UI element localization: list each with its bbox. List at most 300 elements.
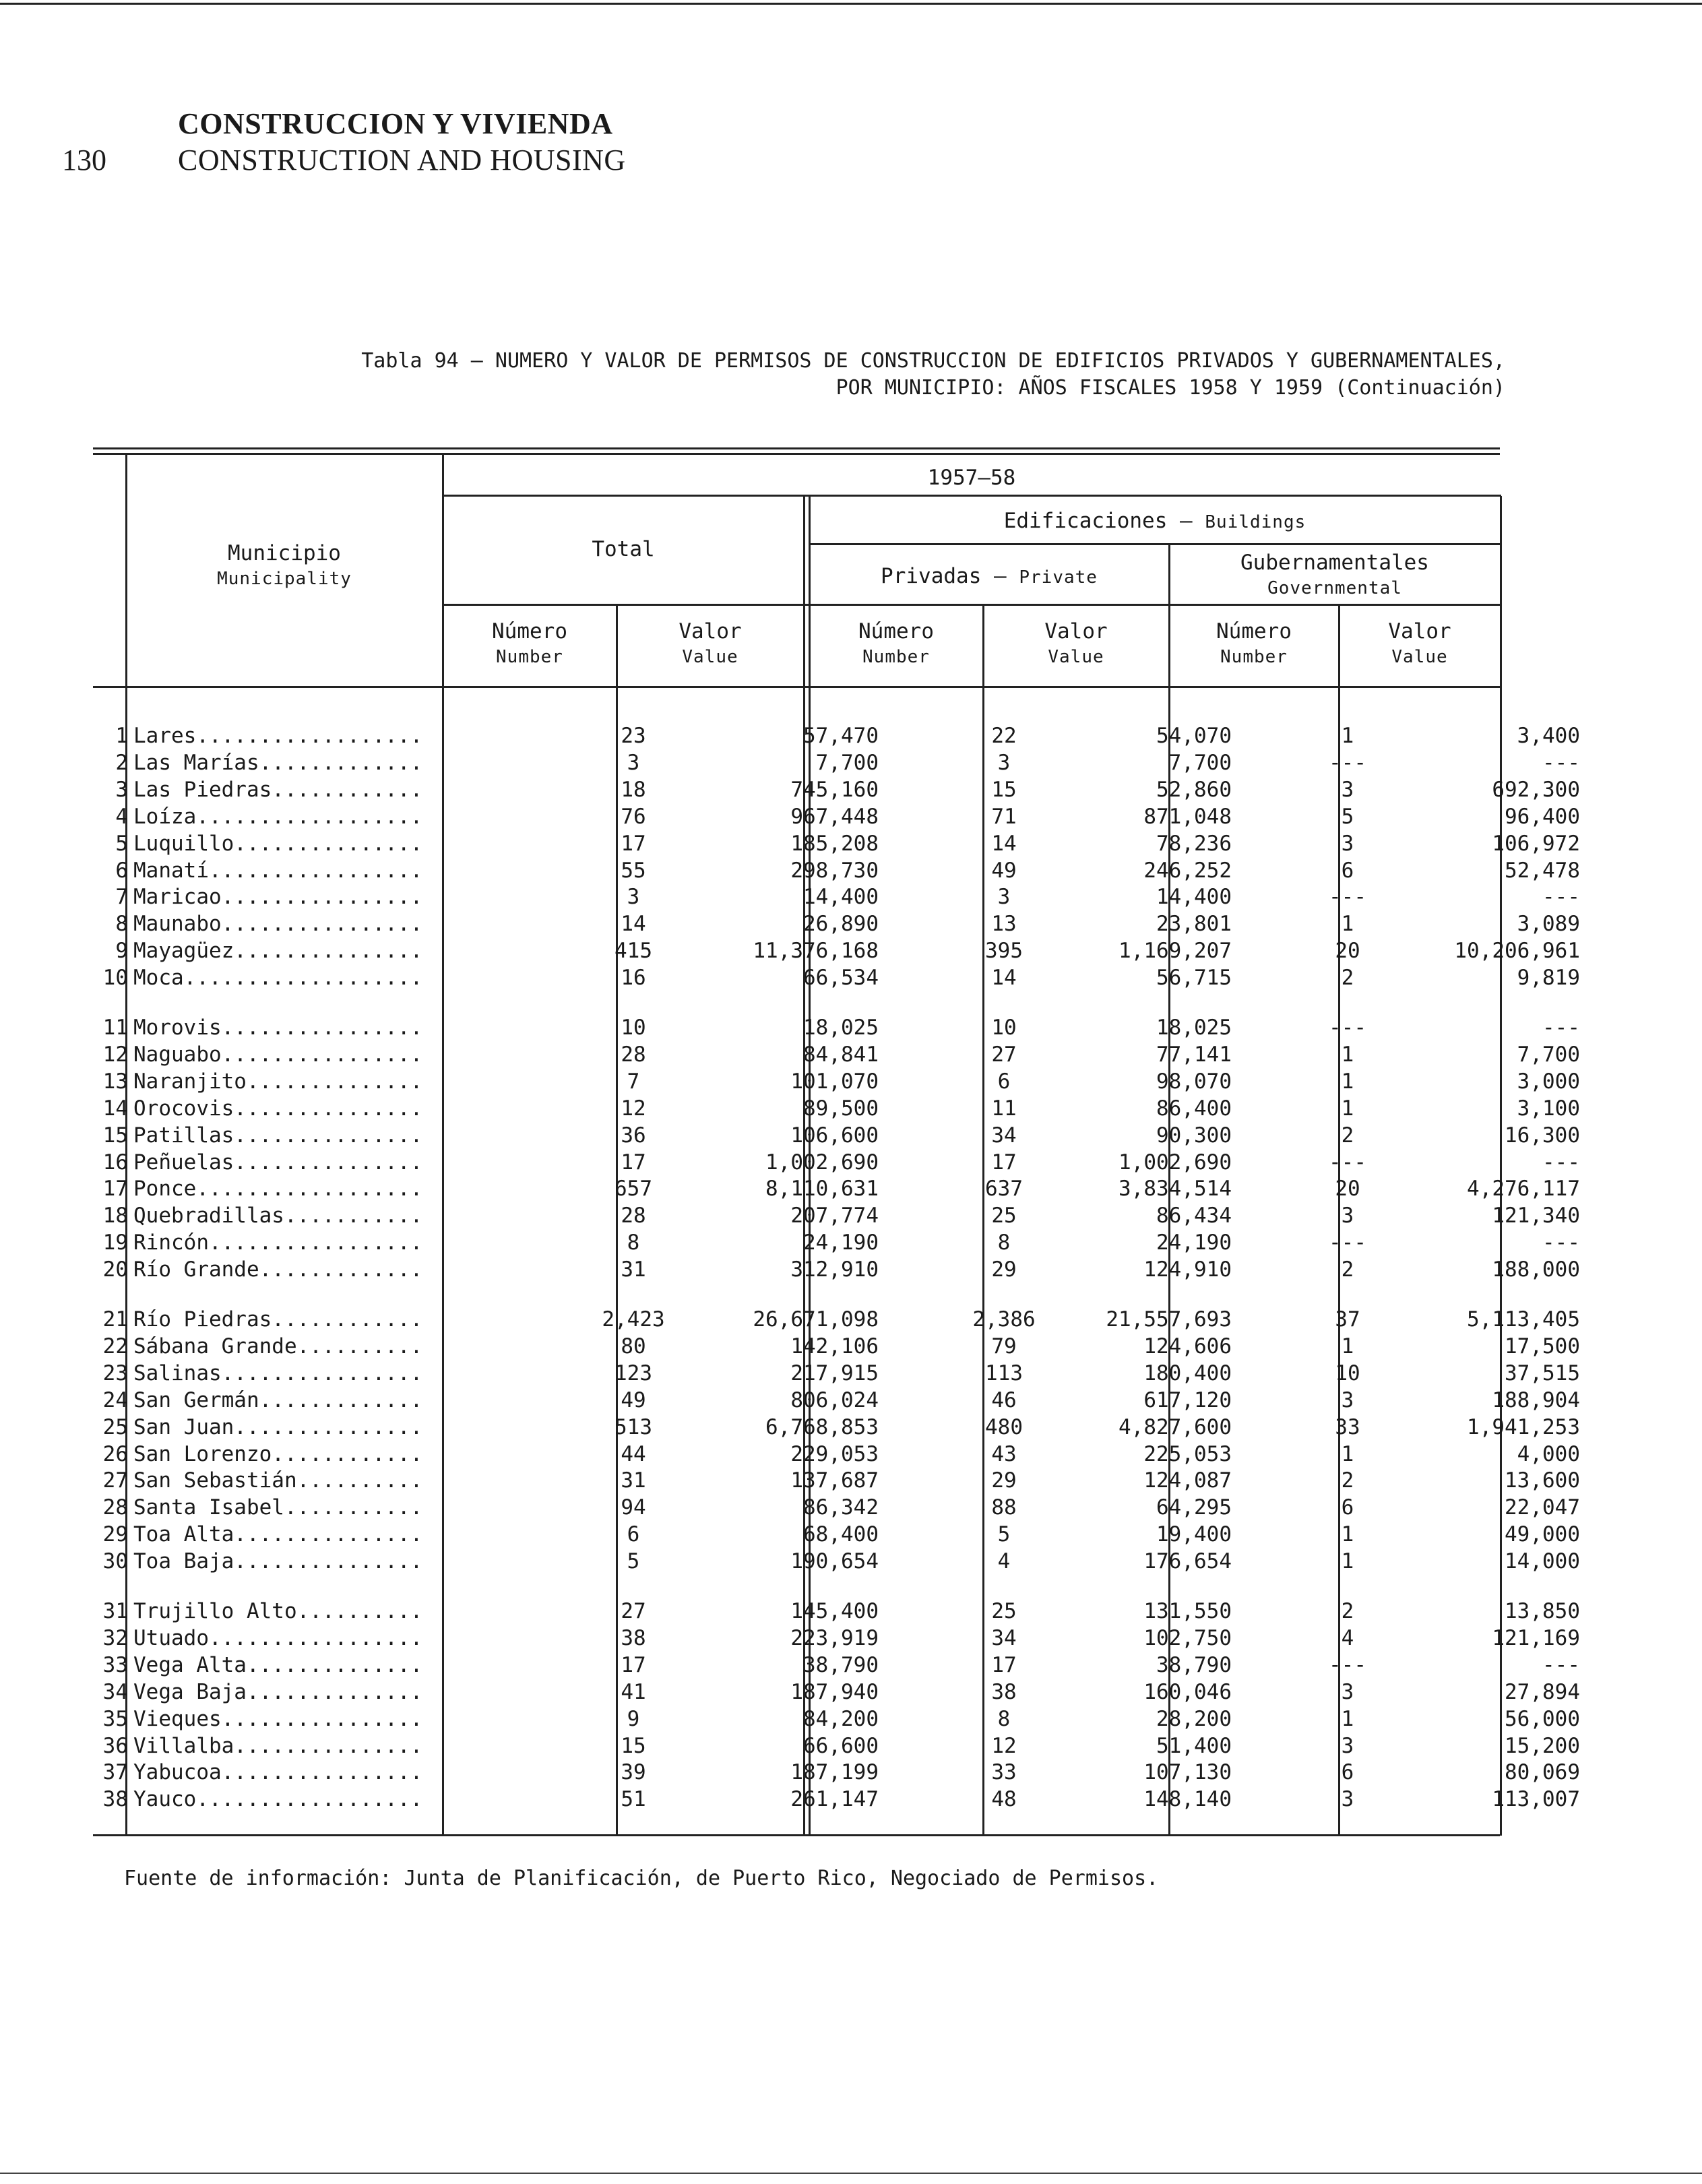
municipio-name: Mayagüez............... <box>133 939 423 964</box>
total-number: 31 <box>621 1257 646 1282</box>
total-value: 84,841 <box>803 1042 879 1067</box>
gov-number: 33 <box>1335 1414 1360 1439</box>
total-number: 9 <box>627 1706 640 1731</box>
header-gubernamentales <box>1171 550 1499 601</box>
gov-value: 22,047 <box>1505 1495 1580 1520</box>
private-value: 38,790 <box>1156 1652 1232 1677</box>
private-number: 4 <box>997 1549 1011 1574</box>
total-number: 55 <box>621 858 646 883</box>
row-index: 16 <box>102 1150 128 1175</box>
private-number: 49 <box>991 858 1017 883</box>
private-number: 15 <box>991 777 1017 802</box>
private-value: 86,434 <box>1156 1204 1232 1228</box>
total-value: 68,400 <box>803 1522 879 1547</box>
row-index: 25 <box>102 1414 128 1439</box>
municipio-name: Naguabo................ <box>133 1042 423 1067</box>
row-index: 12 <box>102 1042 128 1067</box>
table-row <box>94 1306 1580 1333</box>
row-index: 21 <box>102 1307 128 1332</box>
private-value: 51,400 <box>1156 1733 1232 1758</box>
table-row <box>94 1202 1580 1229</box>
gov-number: 10 <box>1335 1361 1360 1385</box>
gov-value: --- <box>1542 1016 1580 1040</box>
gov-value: 188,000 <box>1492 1257 1580 1282</box>
header-gub-es: Gubernamentales <box>1240 551 1429 575</box>
table-row <box>94 1068 1580 1095</box>
total-value: 142,106 <box>790 1334 879 1359</box>
gov-number: 2 <box>1341 1123 1354 1148</box>
table-row <box>94 910 1580 937</box>
total-value: 6,768,853 <box>765 1414 879 1439</box>
table-row <box>94 1441 1580 1468</box>
table-row <box>94 1014 1580 1041</box>
total-value: 57,470 <box>803 724 879 748</box>
header-valor-es: Valor <box>679 619 742 644</box>
total-value: 7,700 <box>815 750 879 775</box>
table-row <box>94 803 1580 830</box>
table-row <box>94 1175 1580 1202</box>
header-bottom-rule <box>93 686 1500 688</box>
header-valor-en: Value <box>1048 647 1104 667</box>
municipio-name: Maricao................ <box>133 885 423 910</box>
gov-value: 15,200 <box>1505 1733 1580 1758</box>
private-number: 25 <box>991 1204 1017 1228</box>
municipio-name: Villalba............... <box>133 1733 423 1758</box>
table-row <box>94 1333 1580 1360</box>
total-number: 27 <box>621 1599 646 1623</box>
total-value: 24,190 <box>803 1230 879 1255</box>
municipio-name: Patillas............... <box>133 1123 423 1148</box>
total-number: 2,423 <box>602 1307 665 1332</box>
private-number: 25 <box>991 1599 1017 1623</box>
gov-number: 1 <box>1341 1706 1354 1731</box>
row-index: 29 <box>102 1522 128 1547</box>
total-number: 14 <box>621 912 646 937</box>
total-value: 298,730 <box>790 858 879 883</box>
table-row <box>94 830 1580 857</box>
table-row <box>94 1706 1580 1733</box>
gov-value: 27,894 <box>1505 1679 1580 1704</box>
private-value: 180,400 <box>1143 1361 1232 1385</box>
header-numero-en: Number <box>862 647 930 667</box>
municipio-name: Sábana Grande.......... <box>133 1334 423 1359</box>
private-value: 246,252 <box>1143 858 1232 883</box>
gov-value: --- <box>1542 1230 1580 1255</box>
total-number: 6 <box>627 1522 640 1547</box>
row-index: 14 <box>102 1096 128 1121</box>
private-number: 2,386 <box>972 1307 1036 1332</box>
header-privadas: Privadas – Private <box>881 564 1098 588</box>
gov-value: 10,206,961 <box>1454 939 1580 964</box>
gov-number: 1 <box>1341 1441 1354 1466</box>
private-number: 34 <box>991 1123 1017 1148</box>
total-number: 49 <box>621 1387 646 1412</box>
header-valor-es: Valor <box>1388 619 1451 644</box>
total-number: 10 <box>621 1016 646 1040</box>
private-value: 21,557,693 <box>1106 1307 1232 1332</box>
table-row <box>94 1041 1580 1068</box>
gov-value: 80,069 <box>1505 1760 1580 1785</box>
gov-value: 16,300 <box>1505 1123 1580 1148</box>
gov-number: 3 <box>1341 1387 1354 1412</box>
total-number: 7 <box>627 1069 640 1094</box>
private-value: 28,200 <box>1156 1706 1232 1731</box>
municipio-name: Ponce.................. <box>133 1177 423 1202</box>
municipio-name: Toa Alta............... <box>133 1522 423 1547</box>
total-value: 66,600 <box>803 1733 879 1758</box>
gov-value: 121,340 <box>1492 1204 1580 1228</box>
header-privadas-en: Private <box>1019 567 1098 588</box>
private-value: 225,053 <box>1143 1441 1232 1466</box>
row-index: 23 <box>102 1361 128 1385</box>
total-number: 8 <box>627 1230 640 1255</box>
gov-number: 2 <box>1341 1257 1354 1282</box>
gov-number: 1 <box>1341 1042 1354 1067</box>
subheader-bottom-rule <box>442 604 1501 606</box>
row-index: 10 <box>102 966 128 991</box>
total-value: 217,915 <box>790 1361 879 1385</box>
table-row <box>94 1095 1580 1122</box>
header-gub-numero <box>1171 619 1337 670</box>
private-number: 480 <box>985 1414 1023 1439</box>
private-number: 27 <box>991 1042 1017 1067</box>
municipio-name: San Germán............. <box>133 1387 423 1412</box>
gov-number: --- <box>1329 885 1366 910</box>
private-value: 107,130 <box>1143 1760 1232 1785</box>
gov-value: 4,276,117 <box>1467 1177 1580 1202</box>
table-top-rule-2 <box>93 453 1500 455</box>
total-number: 36 <box>621 1123 646 1148</box>
gov-number: 1 <box>1341 1522 1354 1547</box>
total-number: 15 <box>621 1733 646 1758</box>
private-number: 33 <box>991 1760 1017 1785</box>
total-value: 26,890 <box>803 912 879 937</box>
total-value: 806,024 <box>790 1387 879 1412</box>
private-number: 88 <box>991 1495 1017 1520</box>
total-value: 745,160 <box>790 777 879 802</box>
table-row <box>94 857 1580 884</box>
page-number: 130 <box>62 144 106 177</box>
total-value: 187,940 <box>790 1679 879 1704</box>
total-number: 44 <box>621 1441 646 1466</box>
header-valor-es: Valor <box>1044 619 1108 644</box>
row-index: 20 <box>102 1257 128 1282</box>
municipio-name: San Lorenzo............ <box>133 1441 423 1466</box>
gov-value: 3,400 <box>1517 724 1580 748</box>
gov-value: 5,113,405 <box>1467 1307 1580 1332</box>
header-numero-es: Número <box>1216 619 1292 644</box>
private-value: 19,400 <box>1156 1522 1232 1547</box>
total-number: 17 <box>621 831 646 856</box>
private-number: 48 <box>991 1787 1017 1812</box>
table-row <box>94 1598 1580 1625</box>
gov-value: 3,000 <box>1517 1069 1580 1094</box>
table-row <box>94 1387 1580 1414</box>
gov-value: 56,000 <box>1505 1706 1580 1731</box>
header-year: 1957–58 <box>927 466 1016 490</box>
total-value: 14,400 <box>803 885 879 910</box>
municipio-name: Moca................... <box>133 966 423 991</box>
row-index: 15 <box>102 1123 128 1148</box>
total-number: 39 <box>621 1760 646 1785</box>
gov-number: 2 <box>1341 1468 1354 1493</box>
header-numero-es: Número <box>858 619 934 644</box>
private-number: 46 <box>991 1387 1017 1412</box>
header-municipio <box>128 540 441 592</box>
row-index: 35 <box>102 1706 128 1731</box>
private-value: 23,801 <box>1156 912 1232 937</box>
row-index: 1 <box>115 724 128 748</box>
municipio-name: Manatí................. <box>133 858 423 883</box>
gov-number: 1 <box>1341 1549 1354 1574</box>
gov-value: 692,300 <box>1492 777 1580 802</box>
gov-value: 3,100 <box>1517 1096 1580 1121</box>
gov-value: 14,000 <box>1505 1549 1580 1574</box>
private-number: 14 <box>991 831 1017 856</box>
total-number: 513 <box>614 1414 652 1439</box>
total-number: 51 <box>621 1787 646 1812</box>
private-number: 395 <box>985 939 1023 964</box>
total-value: 223,919 <box>790 1625 879 1650</box>
table-row <box>94 1679 1580 1706</box>
row-index: 31 <box>102 1599 128 1623</box>
total-number: 17 <box>621 1652 646 1677</box>
total-number: 17 <box>621 1150 646 1175</box>
private-value: 78,236 <box>1156 831 1232 856</box>
table-top-rule <box>93 447 1500 449</box>
total-number: 80 <box>621 1334 646 1359</box>
table-title-line2: POR MUNICIPIO: AÑOS FISCALES 1958 Y 1959 (Continuación) <box>836 376 1505 400</box>
row-index: 24 <box>102 1387 128 1412</box>
municipio-name: Yauco.................. <box>133 1787 423 1812</box>
total-value: 11,376,168 <box>753 939 879 964</box>
row-index: 33 <box>102 1652 128 1677</box>
header-gub-valor <box>1341 619 1499 670</box>
private-value: 124,087 <box>1143 1468 1232 1493</box>
total-number: 3 <box>627 750 640 775</box>
header-valor-en: Value <box>682 647 738 667</box>
private-value: 148,140 <box>1143 1787 1232 1812</box>
private-value: 871,048 <box>1143 804 1232 829</box>
private-number: 12 <box>991 1733 1017 1758</box>
gov-value: --- <box>1542 750 1580 775</box>
gov-value: 113,007 <box>1492 1787 1580 1812</box>
total-value: 187,199 <box>790 1760 879 1785</box>
row-index: 17 <box>102 1177 128 1202</box>
table-bottom-rule <box>93 1834 1500 1836</box>
row-index: 2 <box>115 750 128 775</box>
header-total-numero <box>445 619 614 670</box>
total-value: 8,110,631 <box>765 1177 879 1202</box>
row-index: 4 <box>115 804 128 829</box>
private-value: 1,169,207 <box>1118 939 1232 964</box>
private-number: 3 <box>997 885 1011 910</box>
private-value: 176,654 <box>1143 1549 1232 1574</box>
private-value: 77,141 <box>1156 1042 1232 1067</box>
source-note: Fuente de información: Junta de Planificación, de Puerto Rico, Negociado de Permisos. <box>124 1867 1159 1890</box>
total-value: 106,600 <box>790 1123 879 1148</box>
municipio-name: Morovis................ <box>133 1016 423 1040</box>
table-row <box>94 1494 1580 1521</box>
edif-bottom-rule <box>809 543 1501 545</box>
table-row <box>94 1652 1580 1679</box>
private-value: 90,300 <box>1156 1123 1232 1148</box>
total-number: 5 <box>627 1549 640 1574</box>
private-number: 79 <box>991 1334 1017 1359</box>
total-value: 261,147 <box>790 1787 879 1812</box>
table-row <box>94 1521 1580 1548</box>
private-value: 18,025 <box>1156 1016 1232 1040</box>
municipio-name: Vega Alta.............. <box>133 1652 423 1677</box>
gov-number: 1 <box>1341 1334 1354 1359</box>
municipio-name: Peñuelas............... <box>133 1150 423 1175</box>
table-row <box>94 964 1580 991</box>
private-value: 102,750 <box>1143 1625 1232 1650</box>
gov-number: 4 <box>1341 1625 1354 1650</box>
private-value: 131,550 <box>1143 1599 1232 1623</box>
private-value: 1,002,690 <box>1118 1150 1232 1175</box>
private-number: 22 <box>991 724 1017 748</box>
row-index: 6 <box>115 858 128 883</box>
private-value: 14,400 <box>1156 885 1232 910</box>
header-gub-en: Governmental <box>1267 578 1402 598</box>
private-number: 5 <box>997 1522 1011 1547</box>
private-value: 52,860 <box>1156 777 1232 802</box>
private-number: 3 <box>997 750 1011 775</box>
private-value: 64,295 <box>1156 1495 1232 1520</box>
gov-number: 2 <box>1341 966 1354 991</box>
total-number: 23 <box>621 724 646 748</box>
header-municipio-es: Municipio <box>228 541 341 565</box>
row-index: 5 <box>115 831 128 856</box>
gov-number: --- <box>1329 1652 1366 1677</box>
total-value: 101,070 <box>790 1069 879 1094</box>
header-valor-en: Value <box>1391 647 1448 667</box>
gov-number: 6 <box>1341 1760 1354 1785</box>
private-value: 86,400 <box>1156 1096 1232 1121</box>
private-number: 8 <box>997 1706 1011 1731</box>
gov-value: 52,478 <box>1505 858 1580 883</box>
private-value: 4,827,600 <box>1118 1414 1232 1439</box>
header-numero-es: Número <box>492 619 567 644</box>
gov-value: 188,904 <box>1492 1387 1580 1412</box>
private-value: 98,070 <box>1156 1069 1232 1094</box>
municipio-name: Trujillo Alto.......... <box>133 1599 423 1623</box>
municipio-name: Loíza.................. <box>133 804 423 829</box>
row-index: 22 <box>102 1334 128 1359</box>
gov-number: 5 <box>1341 804 1354 829</box>
gov-value: 7,700 <box>1517 1042 1580 1067</box>
header-numero-en: Number <box>496 647 563 667</box>
gov-value: 106,972 <box>1492 831 1580 856</box>
row-index: 38 <box>102 1787 128 1812</box>
total-number: 16 <box>621 966 646 991</box>
header-edificaciones: Edificaciones – Buildings <box>1003 509 1306 533</box>
municipio-name: Santa Isabel........... <box>133 1495 423 1520</box>
private-number: 13 <box>991 912 1017 937</box>
municipio-name: San Juan............... <box>133 1414 423 1439</box>
gov-number: --- <box>1329 750 1366 775</box>
table-row <box>94 749 1580 776</box>
total-number: 123 <box>614 1361 652 1385</box>
row-index: 19 <box>102 1230 128 1255</box>
municipio-name: Yabucoa................ <box>133 1760 423 1785</box>
municipio-name: Río Piedras............ <box>133 1307 423 1332</box>
total-value: 229,053 <box>790 1441 879 1466</box>
private-number: 29 <box>991 1468 1017 1493</box>
private-number: 113 <box>985 1361 1023 1385</box>
total-number: 28 <box>621 1204 646 1228</box>
gov-value: 3,089 <box>1517 912 1580 937</box>
total-number: 76 <box>621 804 646 829</box>
gov-value: 49,000 <box>1505 1522 1580 1547</box>
total-number: 28 <box>621 1042 646 1067</box>
row-index: 18 <box>102 1204 128 1228</box>
gov-number: 3 <box>1341 1787 1354 1812</box>
private-number: 38 <box>991 1679 1017 1704</box>
table-row <box>94 1625 1580 1652</box>
row-index: 28 <box>102 1495 128 1520</box>
row-index: 34 <box>102 1679 128 1704</box>
private-number: 637 <box>985 1177 1023 1202</box>
total-value: 84,200 <box>803 1706 879 1731</box>
total-number: 38 <box>621 1625 646 1650</box>
gov-value: 13,850 <box>1505 1599 1580 1623</box>
gov-number: --- <box>1329 1150 1366 1175</box>
municipio-name: Las Marías............. <box>133 750 423 775</box>
gov-number: 20 <box>1335 939 1360 964</box>
total-value: 18,025 <box>803 1016 879 1040</box>
municipio-name: San Sebastián.......... <box>133 1468 423 1493</box>
gov-number: 1 <box>1341 912 1354 937</box>
gov-value: 4,000 <box>1517 1441 1580 1466</box>
gov-number: 3 <box>1341 777 1354 802</box>
private-value: 124,606 <box>1143 1334 1232 1359</box>
table-row <box>94 1733 1580 1759</box>
row-index: 26 <box>102 1441 128 1466</box>
header-municipio-en: Municipality <box>217 569 352 589</box>
total-value: 89,500 <box>803 1096 879 1121</box>
total-number: 94 <box>621 1495 646 1520</box>
gov-value: 37,515 <box>1505 1361 1580 1385</box>
table-row <box>94 1149 1580 1176</box>
gov-number: 3 <box>1341 1679 1354 1704</box>
municipio-name: Orocovis............... <box>133 1096 423 1121</box>
private-number: 10 <box>991 1016 1017 1040</box>
private-value: 56,715 <box>1156 966 1232 991</box>
section-title-en: CONSTRUCTION AND HOUSING <box>178 144 626 177</box>
municipio-name: Vega Baja.............. <box>133 1679 423 1704</box>
year-bottom-rule <box>442 495 1501 497</box>
table-row <box>94 722 1580 749</box>
total-number: 12 <box>621 1096 646 1121</box>
gov-value: 1,941,253 <box>1467 1414 1580 1439</box>
table-row <box>94 937 1580 964</box>
total-value: 38,790 <box>803 1652 879 1677</box>
gov-number: 3 <box>1341 831 1354 856</box>
total-value: 207,774 <box>790 1204 879 1228</box>
total-value: 137,687 <box>790 1468 879 1493</box>
gov-value: 13,600 <box>1505 1468 1580 1493</box>
gov-number: 6 <box>1341 1495 1354 1520</box>
total-value: 145,400 <box>790 1599 879 1623</box>
gov-value: 121,169 <box>1492 1625 1580 1650</box>
table-row <box>94 1360 1580 1387</box>
gov-value: 17,500 <box>1505 1334 1580 1359</box>
header-total: Total <box>592 537 655 561</box>
total-value: 185,208 <box>790 831 879 856</box>
private-value: 617,120 <box>1143 1387 1232 1412</box>
